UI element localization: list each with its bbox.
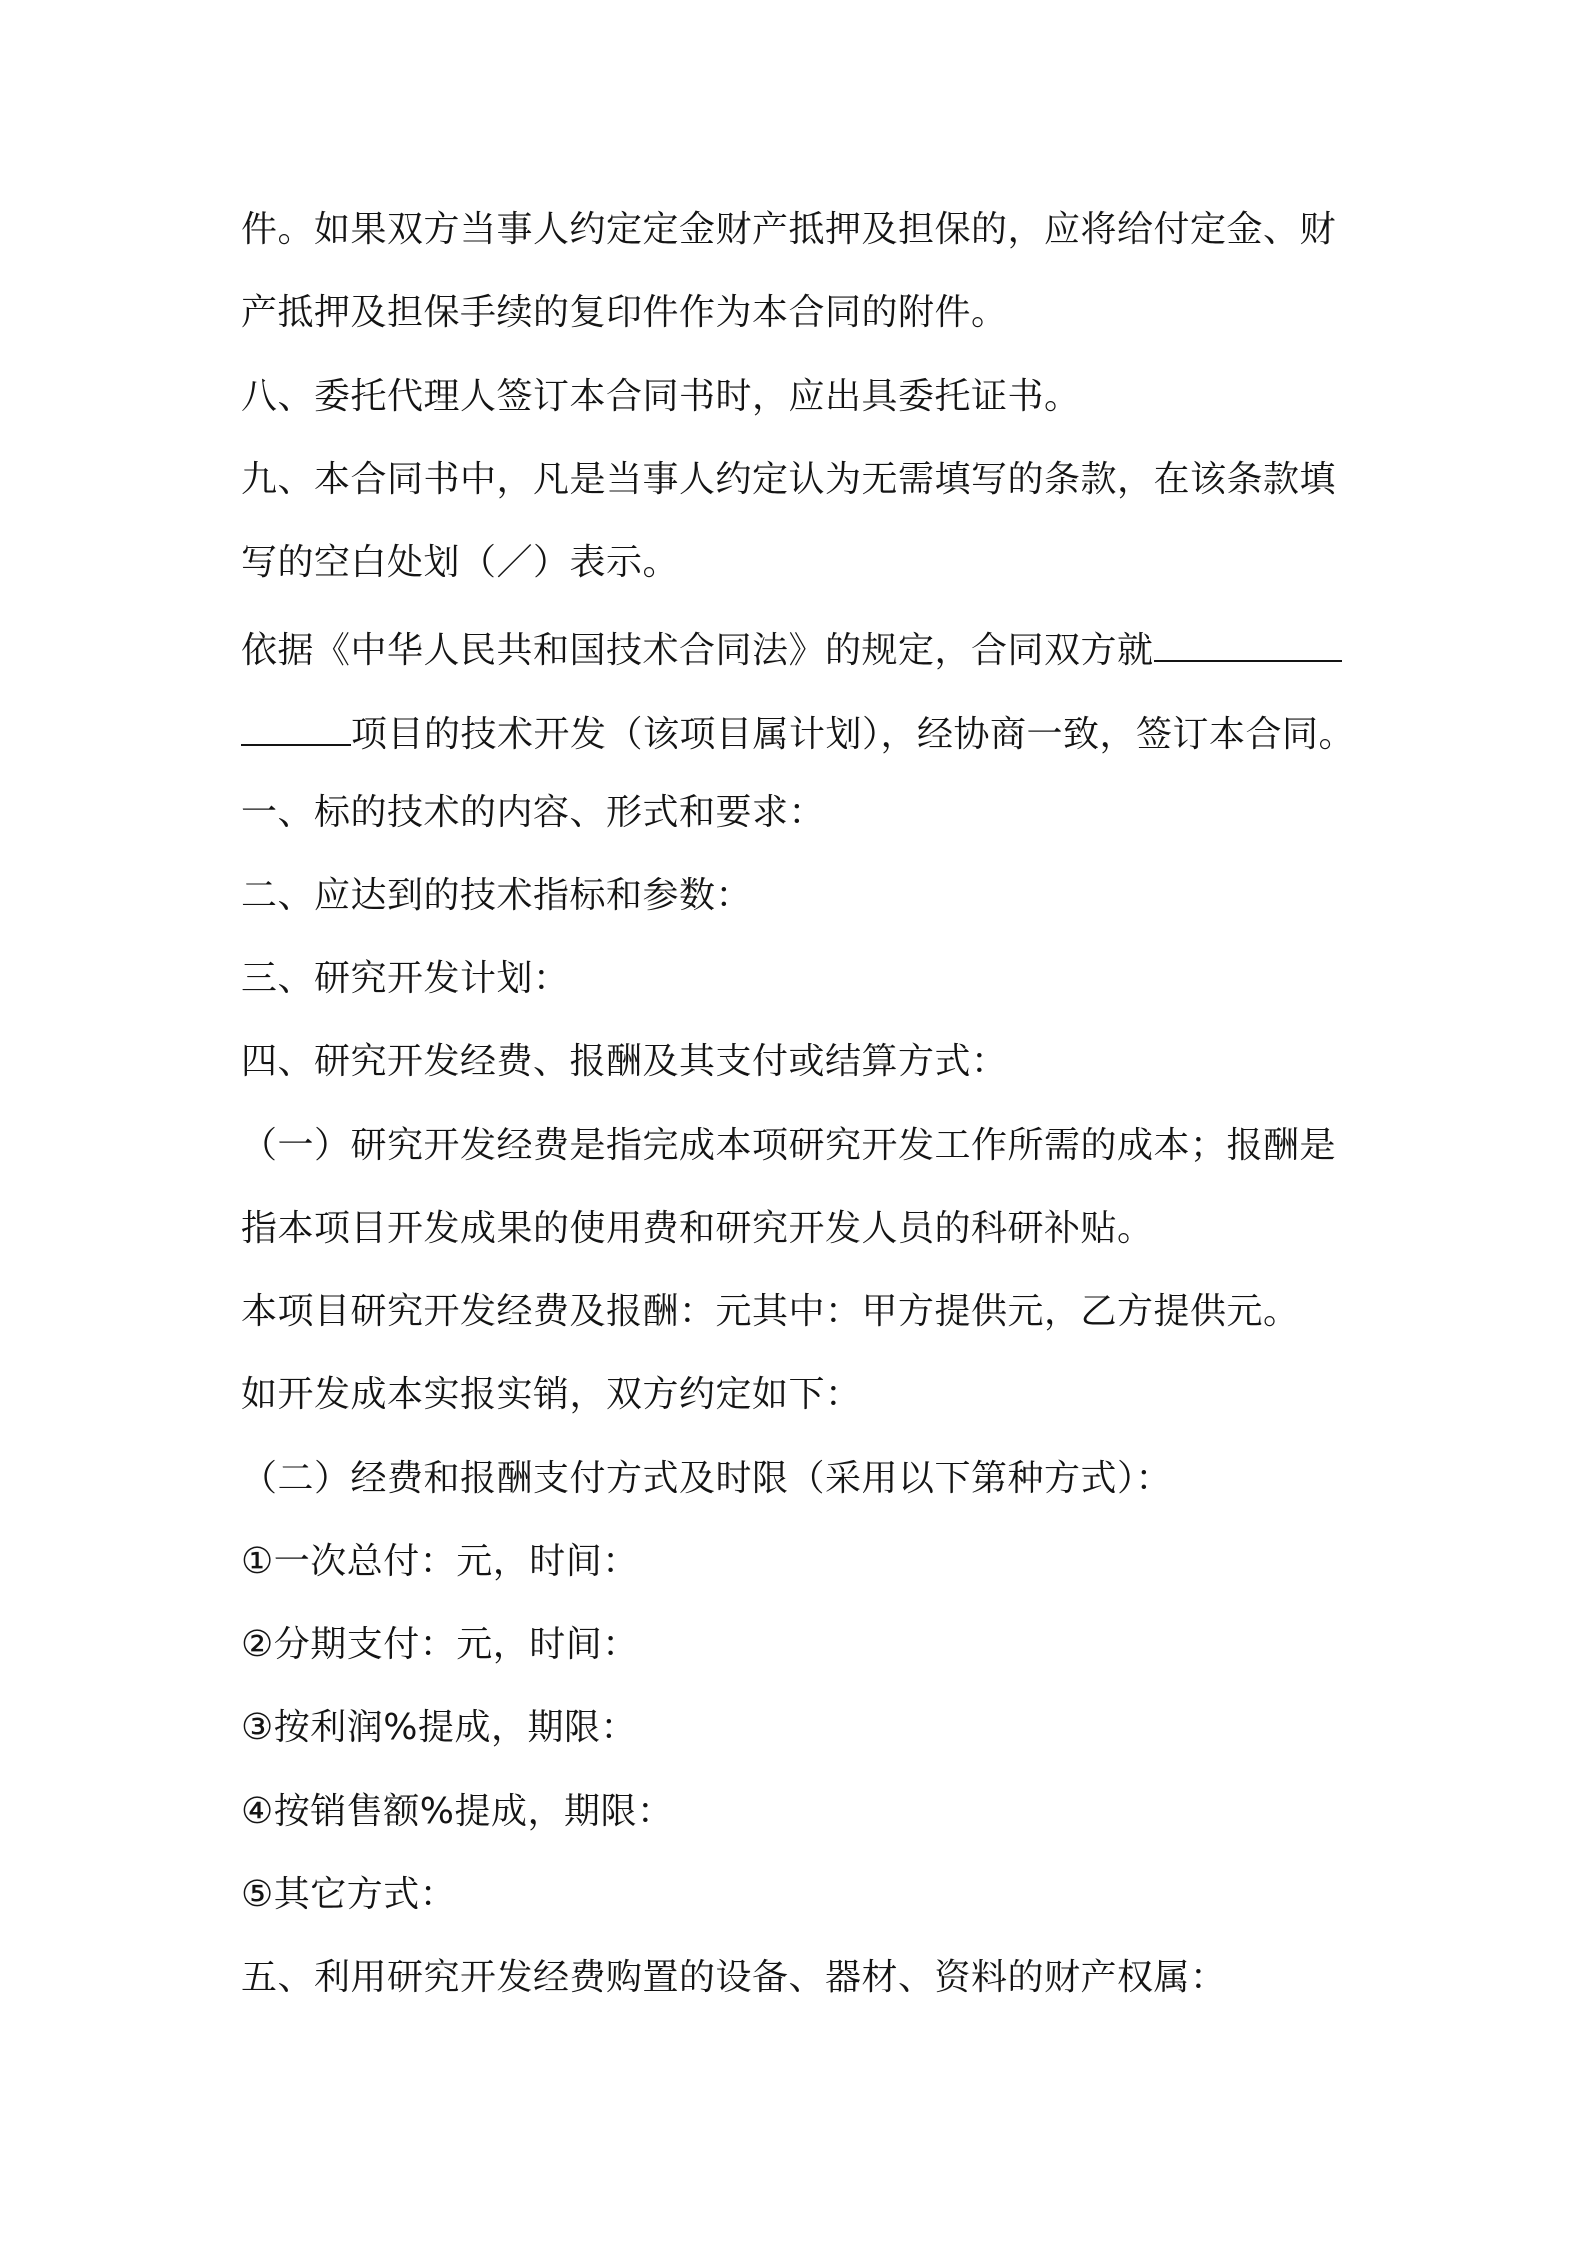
clause-8: 八、委托代理人签订本合同书时，应出具委托证书。 xyxy=(241,376,1081,417)
preamble-text-1: 依据《中华人民共和国技术合同法》的规定，合同双方就 xyxy=(241,630,1154,671)
cost-reimbursement-line: 如开发成本实报实销，双方约定如下： xyxy=(241,1374,862,1415)
subsection-2-heading: （二）经费和报酬支付方式及时限（采用以下第种方式）： xyxy=(241,1458,1173,1499)
section-5-heading: 五、利用研究开发经费购置的设备、器材、资料的财产权属： xyxy=(241,1957,1227,1998)
section-3-heading: 三、研究开发计划： xyxy=(241,958,570,999)
project-name-blank-1 xyxy=(1154,624,1342,662)
payment-option-3: ③按利润%提成，期限： xyxy=(241,1707,637,1748)
preamble-line-1 xyxy=(241,624,1342,671)
preamble-text-2: 项目的技术开发（该项目属计划），经协商一致，签订本合同。 xyxy=(351,714,1356,755)
payment-option-5: ⑤其它方式： xyxy=(241,1874,457,1915)
subsection-1-line-2: 指本项目开发成果的使用费和研究开发人员的科研补贴。 xyxy=(241,1208,1154,1249)
subsection-1-line-1: （一）研究开发经费是指完成本项研究开发工作所需的成本；报酬是 xyxy=(241,1125,1337,1166)
payment-option-1: ①一次总付：元，时间： xyxy=(241,1541,639,1582)
funding-amount-line: 本项目研究开发经费及报酬：元其中：甲方提供元，乙方提供元。 xyxy=(241,1291,1300,1332)
clause-9-line-1: 九、本合同书中，凡是当事人约定认为无需填写的条款，在该条款填 xyxy=(241,459,1337,500)
paragraph-line-2: 产抵押及担保手续的复印件作为本合同的附件。 xyxy=(241,292,1008,333)
section-2-heading: 二、应达到的技术指标和参数： xyxy=(241,875,753,916)
project-name-blank-2 xyxy=(241,708,351,746)
paragraph-line-1: 件。如果双方当事人约定定金财产抵押及担保的，应将给付定金、财 xyxy=(241,209,1337,250)
section-1-heading: 一、标的技术的内容、形式和要求： xyxy=(241,792,826,833)
preamble-line-2 xyxy=(241,708,1356,755)
clause-9-line-2: 写的空白处划（／）表示。 xyxy=(241,542,680,583)
payment-option-2: ②分期支付：元，时间： xyxy=(241,1624,639,1665)
payment-option-4: ④按销售额%提成，期限： xyxy=(241,1791,674,1832)
section-4-heading: 四、研究开发经费、报酬及其支付或结算方式： xyxy=(241,1041,1008,1082)
